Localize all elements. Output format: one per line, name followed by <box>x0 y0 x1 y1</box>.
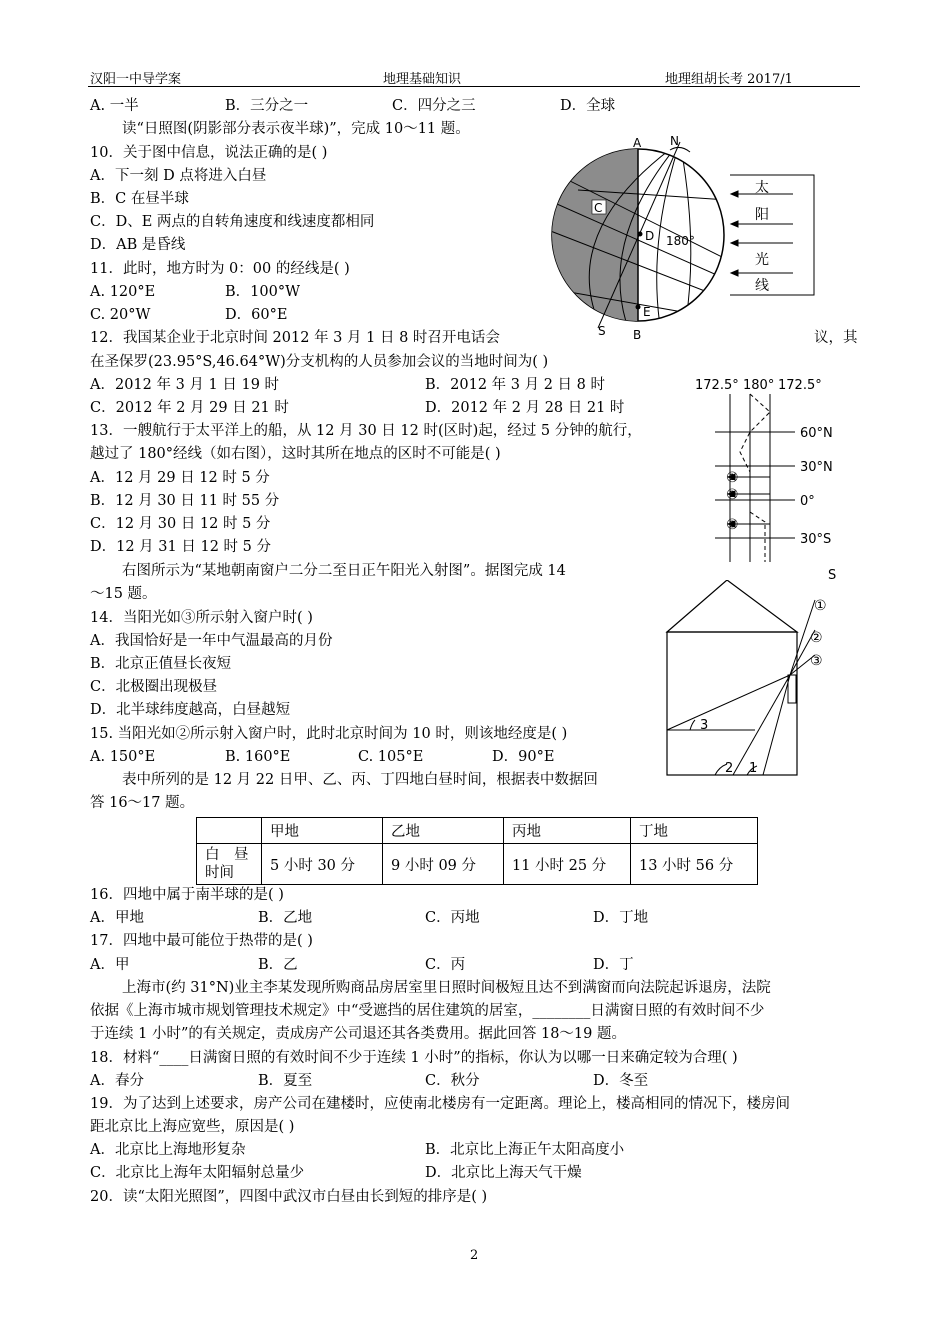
q18-option-a: A．春分 <box>90 1073 144 1089</box>
label-n: N <box>670 134 679 148</box>
q15-option-a: A. 150°E <box>90 749 156 765</box>
table-header: 丁地 <box>631 818 758 844</box>
q13-option-d: D．12 月 31 日 12 时 5 分 <box>90 539 271 555</box>
q20-stem: 20．读“太阳光照图”，四图中武汉市白昼由长到短的排序是( ) <box>90 1189 488 1205</box>
point-e-dot <box>636 305 641 310</box>
sunlight-box <box>730 175 814 295</box>
ray-2-label: ② <box>810 630 823 646</box>
q17-option-c: C．丙 <box>425 957 466 973</box>
angle-3-arc <box>690 720 695 730</box>
table-cell: 5 小时 30 分 <box>262 844 383 885</box>
passage-18-19-c: 于连续 1 小时”的有关规定，责成房产公司退还其各类费用。据此回答 18～19 题。 <box>90 1026 626 1042</box>
house-roof <box>667 580 797 632</box>
night-hemisphere <box>548 130 638 346</box>
house-wall <box>667 632 797 775</box>
q18-option-c: C．秋分 <box>425 1073 480 1089</box>
q19-option-c: C．北京比上海年太阳辐射总量少 <box>90 1165 305 1181</box>
table-row-label <box>197 844 262 885</box>
q13-stem-b: 越过了 180°经线（如右图），这时其所在地点的区时不可能是( ) <box>90 446 501 462</box>
q14-option-a: A．我国恰好是一年中气温最高的月份 <box>90 633 333 649</box>
q17-stem: 17．四地中最可能位于热带的是( ) <box>90 933 313 949</box>
q13-option-a: A．12 月 29 日 12 时 5 分 <box>90 470 270 486</box>
intro-16-17-b: 答 16～17 题。 <box>90 795 195 811</box>
q19-option-a: A．北京比上海地形复杂 <box>90 1142 246 1158</box>
label-c: C <box>594 201 603 215</box>
angle-3-label: 3 <box>700 718 709 733</box>
q10-option-b: B．C 在昼半球 <box>90 191 189 207</box>
intro-14-15-b: ～15 题。 <box>90 586 157 602</box>
label-e: E <box>643 305 651 319</box>
q11-stem: 11．此时，地方时为 0：00 的经线是( ) <box>90 261 350 277</box>
table-header: 乙地 <box>383 818 504 844</box>
q12-option-d: D．2012 年 2 月 28 日 21 时 <box>425 400 625 416</box>
q16-option-c: C．丙地 <box>425 910 480 926</box>
lat-label-30n: 30°N <box>800 460 833 475</box>
lon-label-180: 180° <box>743 378 775 393</box>
q16-option-a: A．甲地 <box>90 910 144 926</box>
page-number: 2 <box>470 1248 479 1263</box>
sun-label-1: 太 <box>755 180 769 196</box>
q12-stem-b: 议，其 <box>814 330 858 346</box>
sun-label-2: 阳 <box>755 207 769 223</box>
label-a: A <box>633 136 642 150</box>
q12-stem-c: 在圣保罗(23.95°S,46.64°W)分支机构的人员参加会议的当地时间为( ) <box>90 354 549 370</box>
sun-label-4: 线 <box>755 278 769 294</box>
q14-option-c: C．北极圈出现极昼 <box>90 679 218 695</box>
label-180: 180° <box>666 234 695 248</box>
table-label-a: 白 昼 <box>205 847 249 863</box>
window-sunlight-figure <box>655 580 855 780</box>
label-d: D <box>645 229 655 243</box>
q11-option-c: C. 20°W <box>90 307 151 323</box>
q17-option-d: D．丁 <box>593 957 634 973</box>
header-left: 汉阳一中导学案 <box>90 72 182 87</box>
q9-option-a: A. 一半 <box>90 98 139 114</box>
ship-1-label: ① <box>726 470 739 486</box>
passage-18-19-a: 上海市(约 31°N)业主李某发现所购商品房居室里日照时间极短且达不到满窗而向法院起诉退房，法院 <box>122 980 771 996</box>
header-center: 地理基础知识 <box>383 72 462 87</box>
q14-stem: 14．当阳光如③所示射入窗户时( ) <box>90 610 313 626</box>
q18-stem: 18．材料“____日满窗日照的有效时间不少于连续 1 小时”的指标，你认为以哪一日来确定较为合理( ) <box>90 1050 738 1066</box>
q10-option-d: D．AB 是昏线 <box>90 237 186 253</box>
q10-stem: 10．关于图中信息，说法正确的是( ) <box>90 145 328 161</box>
q16-stem: 16．四地中属于南半球的是( ) <box>90 887 284 903</box>
intro-10-11: 读“日照图(阴影部分表示夜半球)”，完成 10～11 题。 <box>122 121 470 137</box>
q11-option-b: B．100°W <box>225 284 300 300</box>
label-b: B <box>633 328 642 342</box>
q10-option-c: C．D、E 两点的自转角速度和线速度都相同 <box>90 214 375 230</box>
table-corner <box>197 818 262 844</box>
ship-3-label: ③ <box>726 517 739 533</box>
passage-18-19-b: 依据《上海市城市规划管理技术规定》中“受遮挡的居住建筑的居室，________日满窗日照的有效时间不少 <box>90 1003 765 1019</box>
q12-stem-a: 12．我国某企业于北京时间 2012 年 3 月 1 日 8 时召开电话会 <box>90 330 500 346</box>
lat-label-30s: 30°S <box>800 532 832 547</box>
q9-option-b: B．三分之一 <box>225 98 309 114</box>
ray-3-label: ③ <box>810 653 823 669</box>
q19-option-b: B．北京比上海正午太阳高度小 <box>425 1142 625 1158</box>
daylight-table <box>196 817 758 885</box>
q15-stem: 15. 当阳光如②所示射入窗户时，此时北京时间为 10 时，则该地经度是( ) <box>90 726 568 742</box>
intro-14-15-a: 右图所示为“某地朝南窗户二分二至日正午阳光入射图”。据图完成 14 <box>122 563 566 579</box>
lat-label-0: 0° <box>800 494 815 509</box>
angle-2-label: 2 <box>725 761 734 776</box>
q13-option-b: B．12 月 30 日 11 时 55 分 <box>90 493 280 509</box>
q12-option-b: B．2012 年 3 月 2 日 8 时 <box>425 377 605 393</box>
table-cell: 11 小时 25 分 <box>504 844 631 885</box>
header-rule <box>88 86 860 87</box>
table-label-b: 时间 <box>205 865 234 881</box>
q19-option-d: D．北京比上海天气干燥 <box>425 1165 582 1181</box>
q12-option-a: A．2012 年 3 月 1 日 19 时 <box>90 377 280 393</box>
lat-label-60n: 60°N <box>800 426 833 441</box>
angle-1-label: 1 <box>749 761 758 776</box>
q10-option-a: A．下一刻 D 点将进入白昼 <box>90 168 267 184</box>
q19-stem-b: 距北京比上海应宽些，原因是( ) <box>90 1119 295 1135</box>
q12-option-c: C．2012 年 2 月 29 日 21 时 <box>90 400 289 416</box>
intro-16-17-a: 表中所列的是 12 月 22 日甲、乙、丙、丁四地白昼时间，根据表中数据回 <box>122 772 598 788</box>
table-header: 甲地 <box>262 818 383 844</box>
q9-option-c: C．四分之三 <box>392 98 476 114</box>
ray-1-label: ① <box>814 598 827 614</box>
lon-label-east: 172.5° <box>778 378 822 393</box>
label-s-mark: S <box>828 568 837 582</box>
q18-option-d: D．冬至 <box>593 1073 649 1089</box>
table-cell: 13 小时 56 分 <box>631 844 758 885</box>
q15-option-c: C. 105°E <box>358 749 424 765</box>
q14-option-d: D．北半球纬度越高，白昼越短 <box>90 702 291 718</box>
table-header: 丙地 <box>504 818 631 844</box>
q16-option-b: B．乙地 <box>258 910 313 926</box>
dateline-figure <box>690 372 850 582</box>
q17-option-b: B．乙 <box>258 957 298 973</box>
q19-stem-a: 19．为了达到上述要求，房产公司在建楼时，应使南北楼房有一定距离。理论上，楼高相同的情况下，楼房间 <box>90 1096 790 1112</box>
illumination-globe-figure <box>548 130 868 346</box>
sun-label-3: 光 <box>755 252 769 268</box>
q17-option-a: A．甲 <box>90 957 130 973</box>
q11-option-d: D．60°E <box>225 307 288 323</box>
q13-option-c: C．12 月 30 日 12 时 5 分 <box>90 516 271 532</box>
q16-option-d: D．丁地 <box>593 910 649 926</box>
q15-option-b: B. 160°E <box>225 749 291 765</box>
q11-option-a: A. 120°E <box>90 284 156 300</box>
q15-option-d: D．90°E <box>492 749 555 765</box>
q18-option-b: B．夏至 <box>258 1073 313 1089</box>
point-d-dot <box>638 232 643 237</box>
label-s: S <box>598 324 606 338</box>
q14-option-b: B．北京正值昼长夜短 <box>90 656 232 672</box>
q13-stem-a: 13．一艘航行于太平洋上的船，从 12 月 30 日 12 时(区时)起，经过 5 分钟的航行， <box>90 423 642 439</box>
q9-option-d: D．全球 <box>560 98 616 114</box>
table-cell: 9 小时 09 分 <box>383 844 504 885</box>
rotation-arrow-icon <box>670 147 690 152</box>
header-right: 地理组胡长考 2017/1 <box>665 72 793 87</box>
international-date-line <box>740 394 770 562</box>
ship-2-label: ② <box>726 487 739 503</box>
lon-label-west: 172.5° <box>695 378 739 393</box>
